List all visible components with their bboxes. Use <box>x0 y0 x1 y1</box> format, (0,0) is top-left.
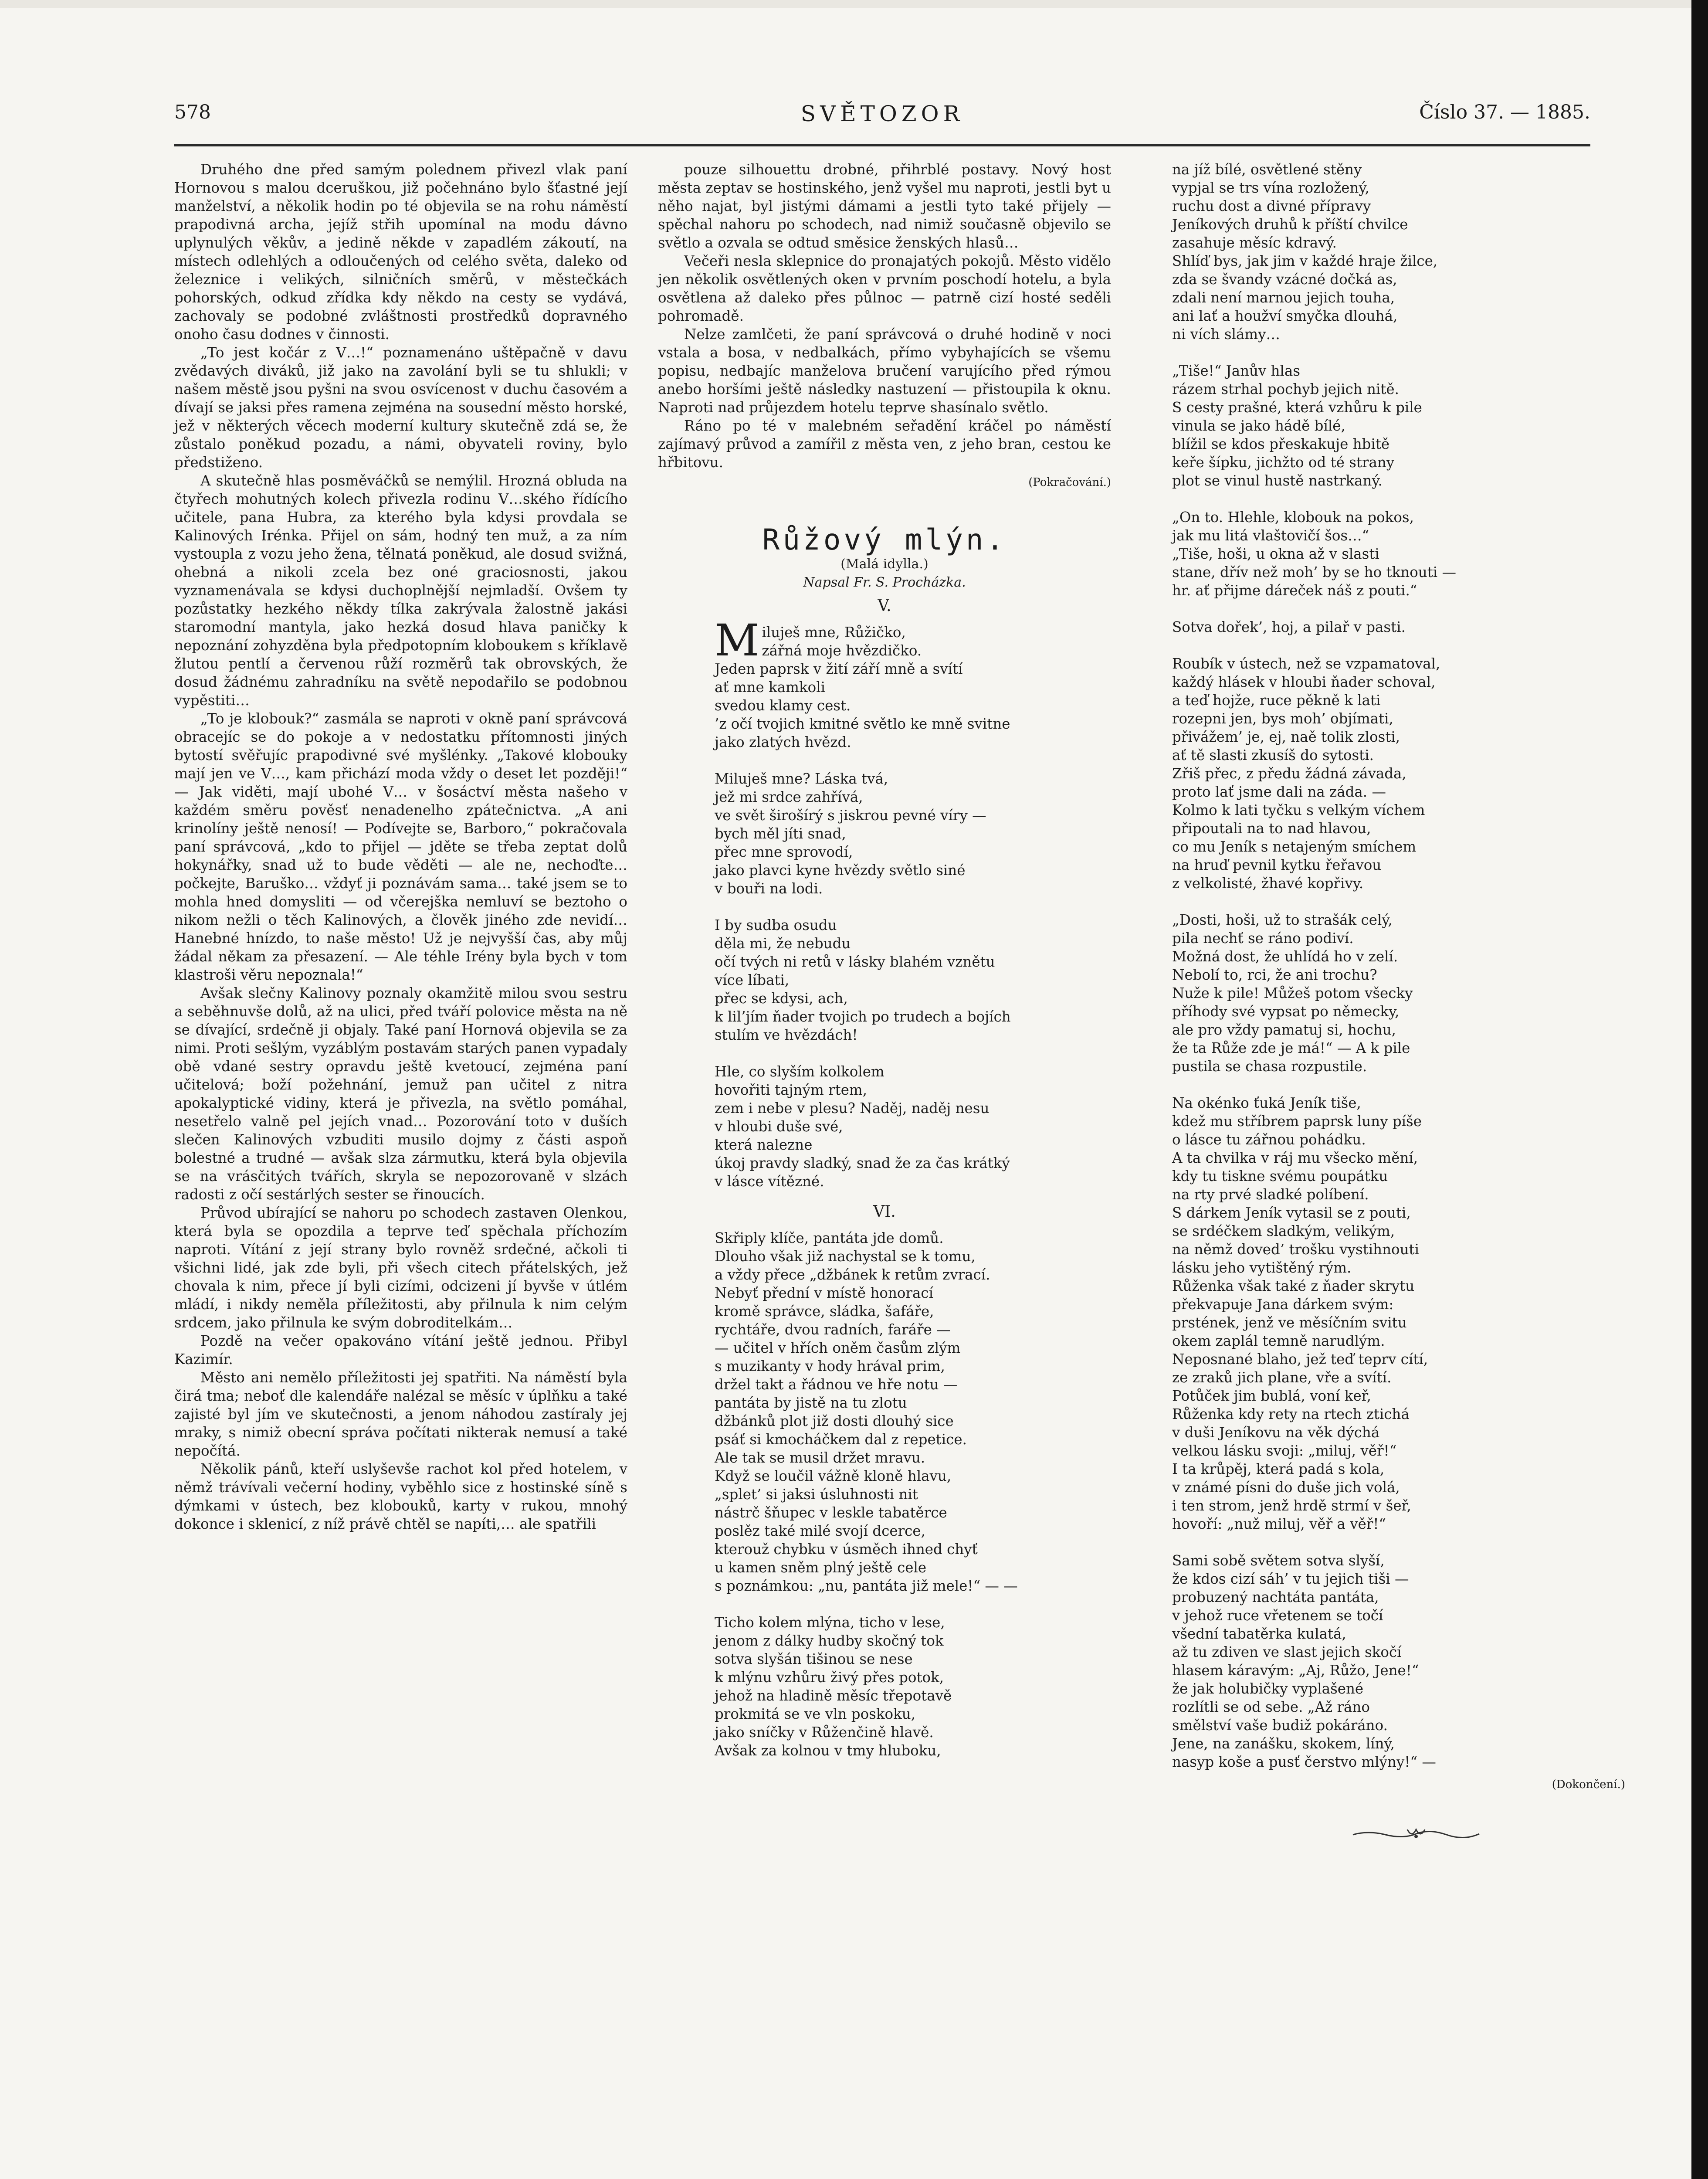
verse-line: rozlítli se od sebe. „Až ráno <box>1172 1699 1370 1715</box>
verse-line: džbánků plot již dosti dlouhý sice <box>715 1413 954 1429</box>
paragraph: Nelze zamlčeti, že paní správcová o druhé hodině v noci vstala a bosa, v nedbalkách, přímo vybyhajících se všemu popisu, nedbajíc manželova bručení varujícího před rýmou anebo horšími ještě následky nastuzení — přistoupila k oknu. Naproti nad průjezdem hotelu teprve shasínalo světlo. <box>658 326 1111 416</box>
paragraph: Ráno po té v malebném seřadění kráčel po náměstí zajímavý průvod a zamířil z města ven, z jeho bran, cestou ke hřbitovu. <box>658 417 1111 471</box>
verse-line: přivážem’ je, ej, naě tolik zlosti, <box>1172 729 1400 745</box>
stanza <box>1172 160 1625 343</box>
verse-line: zářná moje hvězdičko. <box>762 642 922 659</box>
journal-title: SVĚTOZOR <box>800 101 964 126</box>
verse-line: a vždy přece „džbánek k retům zvrací. <box>715 1266 990 1283</box>
verse-line: Ticho kolem mlýna, ticho v lese, <box>715 1614 945 1631</box>
verse-line: bych měl jíti snad, <box>715 825 846 842</box>
verse-line: sotva slyšán tišinou se nese <box>715 1651 913 1667</box>
verse-line: pila nechť se ráno podiví. <box>1172 930 1354 947</box>
stanza <box>658 770 1111 898</box>
verse-line: Potůček jim bublá, voní keř, <box>1172 1388 1371 1404</box>
verse-line: rozepni jen, bys moh’ objímati, <box>1172 710 1393 727</box>
verse-line: Sami sobě světem sotva slyší, <box>1172 1552 1385 1569</box>
verse-line: zasahuje měsíc kdravý. <box>1172 234 1337 251</box>
verse-line: kterouž chybku v úsměch ihned chyť <box>715 1541 978 1558</box>
paragraph: A skutečně hlas posměváčků se nemýlil. Hrozná obluda na čtyřech mohutných kolech přivezla rodinu V…ského řídícího učitele, pana Hubra, za kterého byla kdysi provdala se Kalinových Irénka. Přijel on sám, hodný ten muž, a za ním vystoupla z vozu jeho žena, tělnatá poněkud, ale dosud svižná, ohebná a nikoli zcela bez oné graciosnosti, jakou vyznamenávala se kdysi duchoplnější nejmladší. Ovšem ty pozůstatky hezkého někdy tílka zakrývala žalostně jakási staromodní mantyla, jako hezká dosud hlava paničky k nepoznání zohyzděna byla předpotopním kloboukem s kříklavě žlutou pentlí a červenou růží rozměrů tak obrovských, že dosud žádnému zahradníku na světě nepodařilo se podobnou vypěstiti… <box>174 472 627 709</box>
column-3 <box>1172 160 1625 1847</box>
verse-line: hlasem káravým: „Aj, Růžo, Jene!“ <box>1172 1662 1419 1679</box>
verse-line: „Dosti, hoši, už to strašák celý, <box>1172 912 1393 928</box>
verse-line: probuzený nachtáta pantáta, <box>1172 1589 1379 1605</box>
stanza <box>658 615 1111 751</box>
verse-line: „On to. Hlehle, klobouk na pokos, <box>1172 509 1414 526</box>
verse-line: stane, dřív než moh’ by se ho tknouti — <box>1172 564 1456 580</box>
verse-line: Ale tak se musil držet mravu. <box>715 1449 925 1466</box>
verse-line: příhody své vypsat po německy, <box>1172 1003 1400 1020</box>
paragraph: pouze silhouettu drobné, přihrblé postavy. Nový host města zeptav se hostinského, jenž vyšel mu naproti, jestli byt u něho najat, byl jistými dámami a jestli tyto také přijely — spěchal nahoru po schodech, nad nimiž současně objevilo se světlo a ozvala se odtud směsice ženských hlasů… <box>658 161 1111 251</box>
verse-line: blížil se kdos přeskakuje hbitě <box>1172 436 1390 452</box>
verse-line: plot se vinul hustě nastrkaný. <box>1172 472 1383 489</box>
verse-line: držel takt a řádnou ve hře notu — <box>715 1376 958 1393</box>
verse-line: k lil’jím ňader tvojich po trudech a bojích <box>715 1008 1011 1025</box>
paragraph: Druhého dne před samým polednem přivezl vlak paní Hornovou s malou dceruškou, již počehnáno bylo šťastné její manželství, a několik hodin po té objevila se na rohu náměstí prapodivná archa, jejíž střih upomínal na modu dávno uplynulých věkův, a jedině někde v zapadlém zákoutí, na místech odlehlých a odloučených od celého světa, daleko od železnice i velikých, silničních směrů, v městečkách pohorských, odkud zřídka kdy někdo na cesty se vydává, zachovaly se podobné zvláštnosti prostředků dopravného onoho času dodnes v činnosti. <box>174 161 627 343</box>
poem-continuation <box>1172 160 1625 1771</box>
verse-line: proto lať jsme dali na záda. — <box>1172 784 1386 800</box>
verse-line: že jak holubičky vyplašené <box>1172 1680 1364 1697</box>
verse-line: očí tvých ni retů v lásky blahém vznětu <box>715 954 995 970</box>
verse-line: s poznámkou: „nu, pantáta již mele!“ — — <box>715 1578 1018 1594</box>
verse-line: rychtáře, dvou radních, faráře — <box>715 1321 951 1338</box>
verse-line: až tu zdiven ve slast jejich skočí <box>1172 1644 1402 1660</box>
verse-line: Sotva dořek’, hoj, a pilař v pasti. <box>1172 619 1406 635</box>
section-number: VI. <box>873 1203 896 1221</box>
stanza <box>658 916 1111 1044</box>
scan-top-edge <box>0 0 1708 8</box>
verse-line: smělství vaše budiž pokáráno. <box>1172 1717 1388 1734</box>
verse-line: na jíž bílé, osvětlené stěny <box>1172 161 1362 178</box>
verse-line: svedou klamy cest. <box>715 697 851 714</box>
verse-line: že ta Růže zde je má!“ — A k pile <box>1172 1040 1410 1056</box>
verse-line: A ta chvilka v ráj mu všecko mění, <box>1172 1150 1418 1166</box>
verse-line: připoutali na to nad hlavou, <box>1172 820 1371 837</box>
verse-line: I ta krůpěj, která padá s kola, <box>1172 1461 1385 1477</box>
verse-line: Nuže k pile! Můžeš potom všecky <box>1172 985 1413 1001</box>
verse-line: Jeden paprsk v žití září mně a svítí <box>715 661 963 677</box>
verse-line: ’z očí tvojich kmitné světlo ke mně svitne <box>715 716 1010 732</box>
poem-section-vi <box>658 1229 1111 1760</box>
verse-line: vinula se jako hádě bílé, <box>1172 417 1345 434</box>
verse-line <box>715 1595 1111 1613</box>
verse-line: I by sudba osudu <box>715 917 837 933</box>
verse-line: každý hlásek v hloubi ňader schoval, <box>1172 674 1436 690</box>
verse-line: se srdéčkem sladkým, velikým, <box>1172 1223 1395 1239</box>
verse-line: v jehož ruce vřetenem se točí <box>1172 1607 1383 1624</box>
verse-line: zdali není marnou jejich touha, <box>1172 289 1395 306</box>
verse-line: „splet’ si jaksi úsluhnosti nit <box>715 1486 918 1503</box>
verse-line: kromě správce, sládka, šafáře, <box>715 1303 934 1320</box>
verse-line: hovořiti tajným rtem, <box>715 1082 868 1098</box>
verse-line: Dlouho však již nachystal se k tomu, <box>715 1248 976 1265</box>
continued-note: (Pokračování.) <box>1028 476 1111 489</box>
verse-line: že kdos cizí sáh’ v tu jejich tiši — <box>1172 1571 1409 1587</box>
verse-line: psáť si kmocháčkem dal z repetice. <box>715 1431 967 1448</box>
paragraph: Avšak slečny Kalinovy poznaly okamžitě milou svou sestru a seběhnuvše dolů, až na ulici, před tváří polovice města na ně se dívající, srdečně ji objaly. Také paní Hornová objevila se za nimi. Proti sešlým, vyzáblým postavám starých panen vypadaly obě vdané sestry opravdu ještě kvetoucí, zejména paní učitelová; boží požehnání, jemuž pan učitel z nitra apokalyptické vidiny, která je přivezla, na světlo pomáhal, nesetřelo valně pel jejích vnad… Pozorování toto v duších slečen Kalinových vzbuditi musilo dojmy z části aspoň bolestné a trudné — avšak slza zármutku, která byla objevila se na vrásčitých tvářích, skryla se nepozorovaně v slzách radosti z očí sestárlých sester se řinoucích. <box>174 985 627 1203</box>
end-note: (Dokončení.) <box>1552 1778 1625 1791</box>
section-number: V. <box>878 597 891 615</box>
verse-line: Skřiply klíče, pantáta jde domů. <box>715 1230 944 1246</box>
verse-line: jenom z dálky hudby skočný tok <box>715 1633 944 1649</box>
verse-line: velkou lásku svoji: „miluj, věř!“ <box>1172 1442 1397 1459</box>
verse-line: ve svět širošírý s jiskrou pevné víry — <box>715 807 986 824</box>
poem-author: Napsal Fr. S. Procházka. <box>803 575 966 590</box>
poem-section-v <box>658 615 1111 1191</box>
verse-line: Jeníkových druhů k příští chvilce <box>1172 216 1408 233</box>
verse-line: na němž doved’ trošku vystihnouti <box>1172 1241 1419 1258</box>
poem-title: Růžový mlýn. <box>762 523 1007 557</box>
verse-line: v známé písni do duše jich volá, <box>1172 1479 1400 1496</box>
verse-line: pantáta by jistě na tu zlotu <box>715 1395 907 1411</box>
verse-line: prokmitá se ve vln poskoku, <box>715 1706 916 1722</box>
verse-line: v duši Jeníkovu na věk dýchá <box>1172 1424 1380 1441</box>
verse-line: co mu Jeník s netajeným smíchem <box>1172 838 1417 855</box>
verse-line: jež mi srdce zahřívá, <box>715 789 863 805</box>
verse-line: okem zaplál temně narudlým. <box>1172 1333 1385 1349</box>
paragraph: „To jest kočár z V…!“ poznamenáno uštěpačně v davu zvědavých diváků, již jako na zavolání byli se tu shlukli; v našem městě jsou pyšni na svou osvícenost v duchu časovém a dívají se jaksi přes ramena zejména na sousední město horské, jež v některých věcech moderní kultury skutečně zdá se, že zůstalo poněkud pozadu, a námi, obyvateli roviny, bylo předstiženo. <box>174 344 627 471</box>
verse-line: Roubík v ústech, než se vzpamatoval, <box>1172 655 1440 672</box>
verse-line: Nebolí to, rci, že ani trochu? <box>1172 967 1377 983</box>
paragraph: Pozdě na večer opakováno vítání ještě jednou. Přibyl Kazimír. <box>174 1333 627 1368</box>
column-1 <box>174 160 627 1533</box>
stanza <box>1172 911 1625 1076</box>
verse-line: Avšak za kolnou v tmy hluboku, <box>715 1742 941 1759</box>
paragraph: Průvod ubírající se nahoru po schodech zastaven Olenkou, která byla se opozdila a teprve teď spěchala příchozím naproti. Vítání z její strany bylo rovněž srdečné, ačkoli ti všichni lidé, jak zde byli, při všech citech přátelských, jež chovala k nim, přece jí byli cizími, odcizeni jí byvše v útlém mládí, i nikdy neměla příležitosti, aby přilnula k nim celým srdcem, jako přilnula ke svým dobroditelkám… <box>174 1205 627 1331</box>
verse-line: jak mu litá vlaštovičí šos…“ <box>1172 527 1369 544</box>
stanza <box>1172 362 1625 490</box>
verse-line: hovoří: „nuž miluj, věř a věř!“ <box>1172 1516 1386 1532</box>
scan-right-edge <box>1691 0 1708 2179</box>
verse-line: Když se loučil vážně kloně hlavu, <box>715 1468 952 1484</box>
verse-line: která nalezne <box>715 1137 813 1153</box>
header-rule <box>174 144 1590 146</box>
paragraph: Večeři nesla sklepnice do pronajatých pokojů. Město vidělo jen několik osvětlených oken v prvním poschodí hotelu, a byla osvětlena až daleko přes půlnoc — patrně cizí hosté seděli pohromadě. <box>658 253 1111 324</box>
verse-line: jako zlatých hvězd. <box>715 734 851 750</box>
verse-line: ať mne kamkoli <box>715 679 826 696</box>
verse-line: i ten strom, jenž hrdě strmí v šeř, <box>1172 1497 1411 1514</box>
stanza <box>1172 655 1625 893</box>
verse-line: v hloubi duše své, <box>715 1118 843 1135</box>
verse-line: pustila se chasa rozpustile. <box>1172 1058 1367 1075</box>
verse-line: Jene, na zanášku, skokem, líný, <box>1172 1735 1395 1752</box>
verse-line: prstének, jenž ve měsíčním svitu <box>1172 1314 1407 1331</box>
verse-line: v bouři na lodi. <box>715 880 823 897</box>
verse-line: Nebyť přední v místě honorací <box>715 1285 933 1301</box>
verse-line: „Tiše, hoši, u okna až v slasti <box>1172 546 1379 562</box>
paragraph: „To je klobouk?“ zasmála se naproti v okně paní správcová obracejíc se do pokoje a v nedostatku přítomnosti jiných bytostí svěřujíc prapodivné své myšlénky. „Takové klobouky mají jen ve V…, kam přichází moda vždy o deset let později!“ — Jak viděti, mají ubohé V… v šosáctví města našeho v každém směru pověsť nenadenelho zpátečnictva. „A ani krinolíny ještě nenosí! — Podívejte se, Barboro,“ pokračovala paní správcová, „kdo to přijel — jděte se třeba zeptat dolů hokynářky, snad už to bude věděti — ale ne, nechoďte… počkejte, Baruško… vždyť ji poznávám sama… také jsem se to mohla hned domysliti — od včerejška nemluví se beztoho o nikom nežli o těch Kalinových, a člověk jiného zde nevidí… Hanebné hnízdo, to naše město! Už je nejvyšší čas, aby můj žádal někam za přesazení. — Ale téhle Irény byla bych v tom klastroši věru nepoznala!“ <box>174 710 627 983</box>
verse-line: v lásce vítězné. <box>715 1173 824 1190</box>
verse-line: Na okénko ťuká Jeník tiše, <box>1172 1095 1361 1111</box>
verse-line: nasyp koše a pusť čerstvo mlýny!“ — <box>1172 1754 1436 1770</box>
stanza <box>1172 508 1625 600</box>
verse-line: z velkolisté, žhavé kopřivy. <box>1172 875 1364 892</box>
verse-line: S cesty prašné, která vzhůru k pile <box>1172 399 1422 416</box>
verse-line: kdež mu stříbrem paprsk luny píše <box>1172 1113 1422 1130</box>
verse-line: ze zraků jich plane, vře a svítí. <box>1172 1369 1392 1386</box>
verse-line: lásku jeho vytištěný rým. <box>1172 1259 1352 1276</box>
verse-line: jehož na hladině měsíc třepotavě <box>715 1687 952 1704</box>
verse-line: překvapuje Jana dárkem svým: <box>1172 1296 1394 1313</box>
verse-line: Shlíď bys, jak jim v každé hraje žilce, <box>1172 253 1438 269</box>
verse-line: Kolmo k lati tyčku s velkým víchem <box>1172 802 1425 818</box>
verse-text: iluješ mne, Růžičko, <box>762 624 906 641</box>
verse-line: více líbati, <box>715 972 790 988</box>
verse-line: Růženka však také z ňader skrytu <box>1172 1278 1415 1294</box>
verse-line: poslěz také milé svojí dcerce, <box>715 1523 925 1539</box>
verse-line: o lásce tu zářnou pohádku. <box>1172 1131 1366 1148</box>
verse-line: jako plavci kyne hvězdy světlo siné <box>715 862 966 879</box>
verse-line: „Tiše!“ Janův hlas <box>1172 363 1301 379</box>
verse-line: jako sníčky v Růženčině hlavě. <box>715 1724 934 1741</box>
verse-line: — učitel v hřích oněm časům zlým <box>715 1340 961 1356</box>
verse-line: kdy tu tiskne svému poupátku <box>1172 1168 1388 1185</box>
poem-subtitle: (Malá idylla.) <box>840 557 929 572</box>
verse-line: Hle, co slyším kolkolem <box>715 1063 884 1080</box>
column-2 <box>658 160 1111 1760</box>
verse-line: ať tě slasti zkusíš do sytosti. <box>1172 747 1374 764</box>
verse-line: na hruď pevnil kytku řeřavou <box>1172 857 1382 873</box>
page-header <box>174 101 1590 132</box>
verse-line: ale pro vždy pamatuj si, hochu, <box>1172 1022 1396 1038</box>
verse-line: zem i nebe v plesu? Naděj, naděj nesu <box>715 1100 990 1117</box>
stanza <box>1172 1551 1625 1771</box>
drop-cap: M <box>715 615 759 666</box>
verse-line: Zřiš přec, z předu žádná závada, <box>1172 765 1406 782</box>
verse-line: zda se švandy vzácné dočká as, <box>1172 271 1397 288</box>
verse-line: u kamen sněm plný ještě cele <box>715 1559 927 1576</box>
verse-line: vypjal se trs vína rozložený, <box>1172 180 1369 196</box>
verse-line: úkoj pravdy sladký, snad že za čas krátký <box>715 1155 1010 1171</box>
verse-line: s muzikanty v hody hrával prim, <box>715 1358 945 1375</box>
page-number: 578 <box>174 101 211 123</box>
verse-line: přec mne sprovodí, <box>715 844 853 860</box>
verse-line: rázem strhal pochyb jejich nitě. <box>1172 381 1399 397</box>
flourish-ornament-icon <box>1351 1825 1481 1843</box>
verse-line: hr. ať přijme dáreček náš z pouti.“ <box>1172 582 1417 599</box>
verse-line: ani lať a houžví smyčka dlouhá, <box>1172 308 1398 324</box>
verse-line: stulím ve hvězdách! <box>715 1027 858 1043</box>
paragraph: Několik pánů, kteří uslyševše rachot kol před hotelem, v němž trávívali večerní hodiny, vyběhlo sice z hostinské síně s dýmkami v ústech, bez klobouků, karty v rukou, mnohý dokonce i sklenicí, z níž právě chtěl se napíti,… ale spatřili <box>174 1461 627 1532</box>
verse-line: Neposnané blaho, jež teď teprv cítí, <box>1172 1351 1428 1368</box>
verse-line: keře šípku, jichžto od té strany <box>1172 454 1395 471</box>
paragraph: Město ani nemělo příležitosti jej spatřiti. Na náměstí byla čirá tma; neboť dle kalendáře nalézal se měsíc v úplňku a také zajisté byl jím ve skutečnosti, a jenom náhodou zastíraly jej mraky, s nimiž obecní správa počítati nikterak nemusí a také nepočítá. <box>174 1369 627 1459</box>
stanza <box>1172 1094 1625 1533</box>
verse-line: ni vích slámy… <box>1172 326 1281 343</box>
stanza <box>658 1062 1111 1191</box>
issue-number: Číslo 37. — 1885. <box>1419 101 1590 123</box>
verse-line: Růženka kdy rety na rtech ztichá <box>1172 1406 1410 1422</box>
ornament-flourish <box>1172 1825 1625 1847</box>
verse-line: ruchu dost a divné přípravy <box>1172 198 1371 214</box>
verse-line: Možná dost, že uhlídá ho v zelí. <box>1172 948 1398 965</box>
verse-line: S dárkem Jeník vytasil se z pouti, <box>1172 1205 1411 1221</box>
verse-line: Miluješ mne? Láska tvá, <box>715 770 888 787</box>
verse-line: všední tabatěrka kulatá, <box>1172 1626 1346 1642</box>
verse-line: děla mi, že nebudu <box>715 935 851 952</box>
verse-line: nástrč šňupec v leskle tabatěrce <box>715 1504 947 1521</box>
verse-line: přec se kdysi, ach, <box>715 990 848 1007</box>
verse-line: k mlýnu vzhůru živý přes potok, <box>715 1669 944 1686</box>
verse-line: na rty prvé sladké políbení. <box>1172 1186 1369 1203</box>
verse-line: a teď hojže, ruce pěkně k lati <box>1172 692 1381 709</box>
stanza <box>1172 618 1625 636</box>
